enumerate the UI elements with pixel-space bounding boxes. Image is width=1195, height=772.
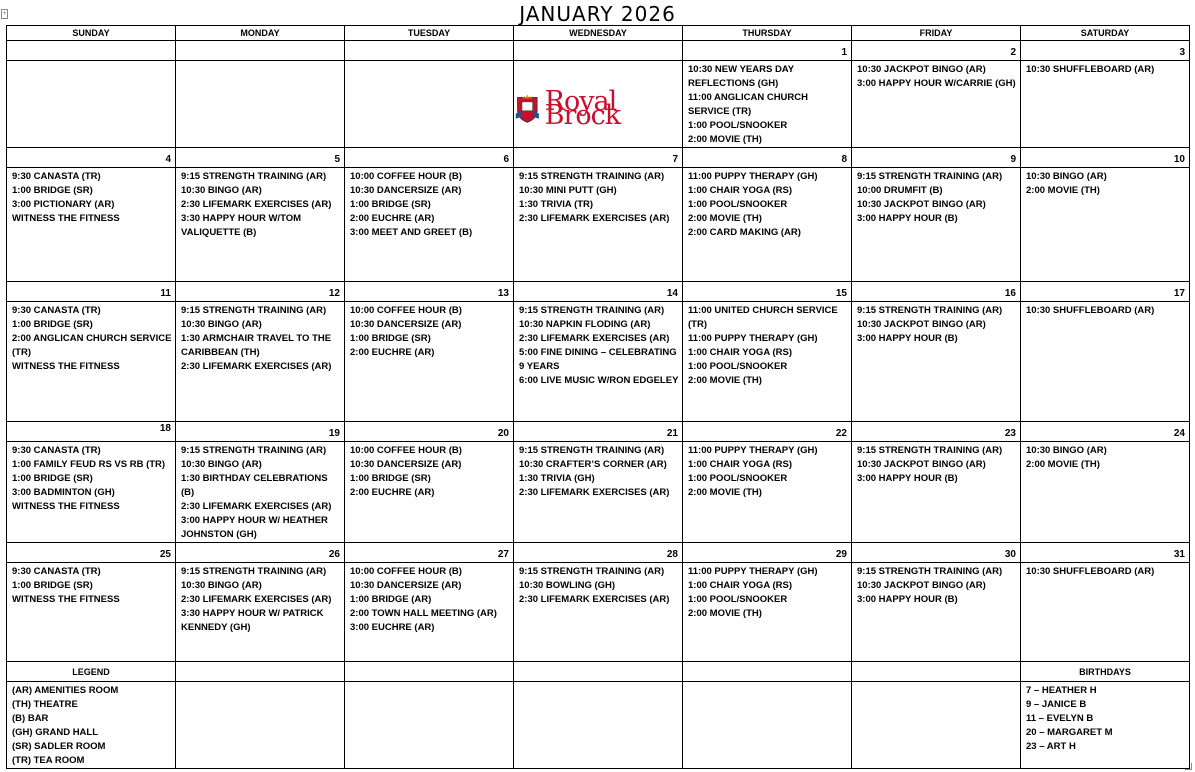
event-item: 9:30 CANASTA (TR) xyxy=(12,171,101,182)
event-list xyxy=(176,61,344,63)
event-item: 10:30 BOWLING (GH) xyxy=(519,580,616,591)
date-number: 22 xyxy=(683,422,852,442)
day-cell[interactable] xyxy=(683,442,852,543)
legend-item: (TR) TEA ROOM xyxy=(12,755,85,766)
birthday-item: 23 – ART H xyxy=(1026,741,1076,752)
event-item: 1:00 CHAIR YOGA (RS) xyxy=(688,580,792,591)
legend-body-row xyxy=(7,682,1190,769)
calendar-grid xyxy=(6,25,1190,769)
event-item: 9:15 STRENGTH TRAINING (AR) xyxy=(181,445,327,456)
event-item: 10:30 SHUFFLEBOARD (AR) xyxy=(1026,566,1155,577)
event-item: 3:00 HAPPY HOUR (B) xyxy=(857,594,958,605)
event-list xyxy=(1021,563,1189,579)
day-cell[interactable] xyxy=(683,168,852,282)
date-number: 3 xyxy=(1021,41,1190,61)
birthday-item: 9 – JANICE B xyxy=(1026,699,1087,710)
event-item: 9:15 STRENGTH TRAINING (AR) xyxy=(519,566,665,577)
event-item: 2:00 MOVIE (TH) xyxy=(1026,459,1100,470)
event-item: 10:30 DANCERSIZE (AR) xyxy=(350,185,462,196)
event-item: 10:30 JACKPOT BINGO (AR) xyxy=(857,319,986,330)
event-item: 1:00 POOL/SNOOKER xyxy=(688,361,788,372)
date-number: 31 xyxy=(1021,543,1190,563)
empty-cell xyxy=(176,662,345,682)
event-item: 1:00 CHAIR YOGA (RS) xyxy=(688,185,792,196)
legend-items xyxy=(7,682,175,768)
day-header-sunday: SUNDAY xyxy=(7,26,176,41)
day-header-friday: FRIDAY xyxy=(852,26,1021,41)
date-number: 4 xyxy=(7,148,176,168)
event-item: 3:00 EUCHRE (AR) xyxy=(350,622,435,633)
date-number: 6 xyxy=(345,148,514,168)
event-item: 10:30 SHUFFLEBOARD (AR) xyxy=(1026,305,1155,316)
empty-cell xyxy=(514,682,683,769)
event-item: 9:15 STRENGTH TRAINING (AR) xyxy=(857,445,1003,456)
date-number: 7 xyxy=(514,148,683,168)
event-item: 9:15 STRENGTH TRAINING (AR) xyxy=(857,305,1003,316)
day-cell[interactable] xyxy=(514,563,683,662)
date-number: 10 xyxy=(1021,148,1190,168)
event-item: 1:00 BRIDGE (SR) xyxy=(12,319,93,330)
event-item: 2:00 MOVIE (TH) xyxy=(688,213,762,224)
event-item: 2:00 EUCHRE (AR) xyxy=(350,213,435,224)
event-list xyxy=(683,302,851,388)
event-item: 1:00 CHAIR YOGA (RS) xyxy=(688,347,792,358)
day-cell[interactable] xyxy=(176,563,345,662)
event-item: 10:30 BINGO (AR) xyxy=(181,319,262,330)
event-item: 2:00 EUCHRE (AR) xyxy=(350,347,435,358)
event-list xyxy=(852,442,1020,486)
date-number: 23 xyxy=(852,422,1021,442)
event-item: 9:15 STRENGTH TRAINING (AR) xyxy=(181,566,327,577)
event-list xyxy=(1021,168,1189,198)
day-cell[interactable] xyxy=(514,168,683,282)
event-item: 10:30 SHUFFLEBOARD (AR) xyxy=(1026,64,1155,75)
event-item: WITNESS THE FITNESS xyxy=(12,213,120,224)
date-number: 21 xyxy=(514,422,683,442)
day-cell[interactable] xyxy=(852,563,1021,662)
event-item: 10:30 NAPKIN FLODING (AR) xyxy=(519,319,651,330)
event-list xyxy=(7,302,175,374)
event-item: 11:00 PUPPY THERAPY (GH) xyxy=(688,566,818,577)
day-cell[interactable] xyxy=(514,442,683,543)
legend-heading: LEGEND xyxy=(7,662,176,682)
event-item: 5:00 FINE DINING – CELEBRATING 9 YEARS xyxy=(519,347,677,372)
event-item: 2:30 LIFEMARK EXERCISES (AR) xyxy=(181,501,332,512)
event-item: 10:30 DANCERSIZE (AR) xyxy=(350,319,462,330)
empty-cell xyxy=(683,682,852,769)
day-cell[interactable] xyxy=(7,168,176,282)
event-item: 2:30 LIFEMARK EXERCISES (AR) xyxy=(181,594,332,605)
event-list xyxy=(7,61,175,63)
week-events-row xyxy=(7,563,1190,662)
legend-list xyxy=(7,682,176,769)
event-list xyxy=(514,168,682,226)
event-item: 9:30 CANASTA (TR) xyxy=(12,445,101,456)
day-header-saturday: SATURDAY xyxy=(1021,26,1190,41)
date-number: 27 xyxy=(345,543,514,563)
event-item: 9:15 STRENGTH TRAINING (AR) xyxy=(181,171,327,182)
event-list xyxy=(7,563,175,607)
event-item: 2:30 LIFEMARK EXERCISES (AR) xyxy=(181,199,332,210)
event-item: 10:30 BINGO (AR) xyxy=(181,185,262,196)
day-cell[interactable] xyxy=(1021,563,1190,662)
legend-item: (GH) GRAND HALL xyxy=(12,727,99,738)
date-number: 29 xyxy=(683,543,852,563)
day-cell[interactable] xyxy=(345,563,514,662)
event-item: 3:00 HAPPY HOUR (B) xyxy=(857,473,958,484)
day-cell[interactable] xyxy=(7,302,176,422)
event-list xyxy=(345,563,513,635)
event-list xyxy=(7,168,175,226)
event-list xyxy=(176,442,344,542)
event-item: 1:00 BRIDGE (SR) xyxy=(350,473,431,484)
empty-cell xyxy=(514,662,683,682)
event-item: 3:00 PICTIONARY (AR) xyxy=(12,199,115,210)
day-cell[interactable] xyxy=(1021,302,1190,422)
day-header-thursday: THURSDAY xyxy=(683,26,852,41)
event-item: 1:00 BRIDGE (SR) xyxy=(12,185,93,196)
event-item: 2:30 LIFEMARK EXERCISES (AR) xyxy=(519,333,670,344)
event-item: WITNESS THE FITNESS xyxy=(12,501,120,512)
event-item: 11:00 ANGLICAN CHURCH SERVICE (TR) xyxy=(688,92,808,117)
day-cell[interactable] xyxy=(514,302,683,422)
day-cell[interactable] xyxy=(852,302,1021,422)
event-item: 1:30 ARMCHAIR TRAVEL TO THE CARIBBEAN (TH) xyxy=(181,333,332,358)
day-cell[interactable] xyxy=(7,563,176,662)
event-item: 9:15 STRENGTH TRAINING (AR) xyxy=(519,445,665,456)
event-item: 1:00 POOL/SNOOKER xyxy=(688,120,788,131)
event-item: 2:00 MOVIE (TH) xyxy=(688,375,762,386)
date-number: 15 xyxy=(683,282,852,302)
event-item: 10:00 COFFEE HOUR (B) xyxy=(350,305,462,316)
day-cell[interactable] xyxy=(176,302,345,422)
date-number: 5 xyxy=(176,148,345,168)
date-number: 18 xyxy=(7,422,176,442)
day-cell[interactable] xyxy=(345,442,514,543)
week-events-row xyxy=(7,442,1190,543)
event-item: 10:30 BINGO (AR) xyxy=(1026,445,1107,456)
event-item: 11:00 UNITED CHURCH SERVICE (TR) xyxy=(688,305,838,330)
event-item: 1:00 BRIDGE (AR) xyxy=(350,594,432,605)
day-cell[interactable] xyxy=(683,61,852,148)
event-item: 10:30 NEW YEARS DAY REFLECTIONS (GH) xyxy=(688,64,794,89)
event-item: 1:00 BRIDGE (SR) xyxy=(12,580,93,591)
event-item: 10:30 CRAFTER’S CORNER (AR) xyxy=(519,459,667,470)
event-list xyxy=(852,302,1020,346)
date-number xyxy=(7,41,176,61)
date-number xyxy=(345,41,514,61)
event-item: 6:00 LIVE MUSIC W/RON EDGELEY xyxy=(519,375,679,386)
date-number: 14 xyxy=(514,282,683,302)
event-item: 10:00 DRUMFIT (B) xyxy=(857,185,943,196)
empty-cell xyxy=(852,662,1021,682)
day-header-tuesday: TUESDAY xyxy=(345,26,514,41)
event-item: 3:30 HAPPY HOUR W/ PATRICK KENNEDY (GH) xyxy=(181,608,324,633)
event-item: 2:00 EUCHRE (AR) xyxy=(350,487,435,498)
event-item: 9:30 CANASTA (TR) xyxy=(12,305,101,316)
event-item: 3:00 HAPPY HOUR (B) xyxy=(857,333,958,344)
event-list xyxy=(345,302,513,360)
event-list xyxy=(176,563,344,635)
event-list xyxy=(852,563,1020,607)
event-list xyxy=(852,61,1020,91)
date-number: 8 xyxy=(683,148,852,168)
date-number: 16 xyxy=(852,282,1021,302)
event-item: WITNESS THE FITNESS xyxy=(12,594,120,605)
day-cell[interactable] xyxy=(176,442,345,543)
date-number: 19 xyxy=(176,422,345,442)
day-header-monday: MONDAY xyxy=(176,26,345,41)
event-item: 2:00 MOVIE (TH) xyxy=(688,487,762,498)
event-item: 10:30 DANCERSIZE (AR) xyxy=(350,459,462,470)
event-item: 3:00 MEET AND GREET (B) xyxy=(350,227,473,238)
event-item: 2:00 TOWN HALL MEETING (AR) xyxy=(350,608,497,619)
event-item: 9:15 STRENGTH TRAINING (AR) xyxy=(857,566,1003,577)
event-item: 2:30 LIFEMARK EXERCISES (AR) xyxy=(519,594,670,605)
week-date-row xyxy=(7,282,1190,302)
date-number: 1 xyxy=(683,41,852,61)
date-number: 13 xyxy=(345,282,514,302)
date-number: 24 xyxy=(1021,422,1190,442)
legend-header-row xyxy=(7,662,1190,682)
week-date-row xyxy=(7,543,1190,563)
day-cell[interactable] xyxy=(1021,168,1190,282)
event-list xyxy=(345,442,513,500)
day-cell[interactable] xyxy=(683,302,852,422)
legend-item: (AR) AMENITIES ROOM xyxy=(12,685,119,696)
event-list xyxy=(852,168,1020,226)
day-header-row xyxy=(7,26,1190,41)
event-item: 1:30 BIRTHDAY CELEBRATIONS (B) xyxy=(181,473,328,498)
event-list xyxy=(683,61,851,147)
event-item: 10:30 JACKPOT BINGO (AR) xyxy=(857,459,986,470)
event-list xyxy=(176,168,344,240)
event-item: 2:00 MOVIE (TH) xyxy=(1026,185,1100,196)
crest-icon xyxy=(514,92,541,126)
date-number: 25 xyxy=(7,543,176,563)
date-number: 26 xyxy=(176,543,345,563)
event-list xyxy=(1021,302,1189,318)
event-list xyxy=(514,442,682,500)
event-item: 2:30 LIFEMARK EXERCISES (AR) xyxy=(519,487,670,498)
event-item: 11:00 PUPPY THERAPY (GH) xyxy=(688,333,818,344)
event-item: 2:00 ANGLICAN CHURCH SERVICE (TR) xyxy=(12,333,172,358)
event-list xyxy=(7,442,175,514)
event-item: 1:00 POOL/SNOOKER xyxy=(688,594,788,605)
event-item: 2:30 LIFEMARK EXERCISES (AR) xyxy=(519,213,670,224)
event-item: 1:00 POOL/SNOOKER xyxy=(688,199,788,210)
event-item: 10:30 DANCERSIZE (AR) xyxy=(350,580,462,591)
event-item: 1:00 POOL/SNOOKER xyxy=(688,473,788,484)
legend-item: (SR) SADLER ROOM xyxy=(12,741,106,752)
event-item: 3:00 HAPPY HOUR W/ HEATHER JOHNSTON (GH) xyxy=(181,515,328,540)
event-item: 9:15 STRENGTH TRAINING (AR) xyxy=(519,171,665,182)
date-number: 12 xyxy=(176,282,345,302)
event-list xyxy=(514,302,682,388)
royal-brock-logo xyxy=(514,61,682,147)
date-number: 9 xyxy=(852,148,1021,168)
day-cell[interactable] xyxy=(852,61,1021,148)
birthday-item: 11 – EVELYN B xyxy=(1026,713,1094,724)
day-cell[interactable] xyxy=(514,61,683,148)
table-resize-handle[interactable] xyxy=(1185,763,1192,770)
date-number: 17 xyxy=(1021,282,1190,302)
event-item: 11:00 PUPPY THERAPY (GH) xyxy=(688,445,818,456)
birthdays-list xyxy=(1021,682,1190,769)
event-item: 10:30 JACKPOT BINGO (AR) xyxy=(857,199,986,210)
day-cell[interactable] xyxy=(683,563,852,662)
event-item: 3:30 HAPPY HOUR W/TOM VALIQUETTE (B) xyxy=(181,213,302,238)
birthday-item: 20 – MARGARET M xyxy=(1026,727,1113,738)
empty-cell xyxy=(345,662,514,682)
event-item: 1:00 BRIDGE (SR) xyxy=(350,199,431,210)
event-item: 1:00 BRIDGE (SR) xyxy=(350,333,431,344)
day-cell[interactable] xyxy=(345,168,514,282)
event-item: 2:30 LIFEMARK EXERCISES (AR) xyxy=(181,361,332,372)
event-item: 9:15 STRENGTH TRAINING (AR) xyxy=(181,305,327,316)
event-item: 1:00 FAMILY FEUD RS VS RB (TR) xyxy=(12,459,166,470)
week-date-row xyxy=(7,41,1190,61)
empty-cell xyxy=(852,682,1021,769)
event-item: 10:30 JACKPOT BINGO (AR) xyxy=(857,64,986,75)
event-item: 3:00 BADMINTON (GH) xyxy=(12,487,115,498)
event-list xyxy=(683,168,851,240)
date-number xyxy=(176,41,345,61)
day-cell[interactable] xyxy=(7,442,176,543)
event-list xyxy=(1021,442,1189,472)
day-cell[interactable] xyxy=(345,61,514,148)
event-item: 9:15 STRENGTH TRAINING (AR) xyxy=(519,305,665,316)
event-item: 1:00 CHAIR YOGA (RS) xyxy=(688,459,792,470)
day-header-wednesday: WEDNESDAY xyxy=(514,26,683,41)
event-item: 9:15 STRENGTH TRAINING (AR) xyxy=(857,171,1003,182)
week-events-row xyxy=(7,61,1190,148)
logo-text: Royal Brock xyxy=(544,86,621,131)
day-cell[interactable] xyxy=(345,302,514,422)
event-list xyxy=(345,61,513,63)
date-number: 20 xyxy=(345,422,514,442)
empty-cell xyxy=(176,682,345,769)
event-item: 1:00 BRIDGE (SR) xyxy=(12,473,93,484)
event-item: 10:00 COFFEE HOUR (B) xyxy=(350,566,462,577)
event-item: 10:00 COFFEE HOUR (B) xyxy=(350,171,462,182)
event-list xyxy=(683,442,851,500)
event-list xyxy=(683,563,851,621)
event-item: 2:00 MOVIE (TH) xyxy=(688,134,762,145)
day-cell[interactable] xyxy=(1021,61,1190,148)
week-events-row xyxy=(7,302,1190,422)
day-cell[interactable] xyxy=(7,61,176,148)
event-item: 10:30 MINI PUTT (GH) xyxy=(519,185,617,196)
day-cell[interactable] xyxy=(176,168,345,282)
event-item: 10:30 BINGO (AR) xyxy=(1026,171,1107,182)
empty-cell xyxy=(345,682,514,769)
event-item: 3:00 HAPPY HOUR W/CARRIE (GH) xyxy=(857,78,1016,89)
date-number xyxy=(514,41,683,61)
event-item: 10:30 BINGO (AR) xyxy=(181,580,262,591)
week-date-row xyxy=(7,148,1190,168)
day-cell[interactable] xyxy=(852,442,1021,543)
event-item: WITNESS THE FITNESS xyxy=(12,361,120,372)
event-list xyxy=(514,563,682,607)
event-item: 11:00 PUPPY THERAPY (GH) xyxy=(688,171,818,182)
table-move-handle[interactable]: + xyxy=(2,11,7,17)
date-number: 11 xyxy=(7,282,176,302)
calendar-title: JANUARY 2026 xyxy=(519,2,676,26)
empty-cell xyxy=(683,662,852,682)
day-cell[interactable] xyxy=(852,168,1021,282)
event-item: 10:30 JACKPOT BINGO (AR) xyxy=(857,580,986,591)
legend-item: (B) BAR xyxy=(12,713,49,724)
date-number: 30 xyxy=(852,543,1021,563)
event-list xyxy=(1021,61,1189,77)
event-list xyxy=(176,302,344,374)
day-cell[interactable] xyxy=(176,61,345,148)
birthday-items xyxy=(1021,682,1189,754)
birthday-item: 7 – HEATHER H xyxy=(1026,685,1097,696)
event-item: 9:30 CANASTA (TR) xyxy=(12,566,101,577)
date-number: 2 xyxy=(852,41,1021,61)
event-item: 10:00 COFFEE HOUR (B) xyxy=(350,445,462,456)
event-item: 2:00 MOVIE (TH) xyxy=(688,608,762,619)
date-number: 28 xyxy=(514,543,683,563)
legend-item: (TH) THEATRE xyxy=(12,699,78,710)
week-date-row xyxy=(7,422,1190,442)
event-item: 10:30 BINGO (AR) xyxy=(181,459,262,470)
event-item: 1:30 TRIVIA (TR) xyxy=(519,199,594,210)
event-item: 1:30 TRIVIA (GH) xyxy=(519,473,595,484)
event-item: 2:00 CARD MAKING (AR) xyxy=(688,227,801,238)
birthdays-heading: BIRTHDAYS xyxy=(1021,662,1190,682)
event-item: 3:00 HAPPY HOUR (B) xyxy=(857,213,958,224)
event-list xyxy=(345,168,513,240)
week-events-row xyxy=(7,168,1190,282)
day-cell[interactable] xyxy=(1021,442,1190,543)
